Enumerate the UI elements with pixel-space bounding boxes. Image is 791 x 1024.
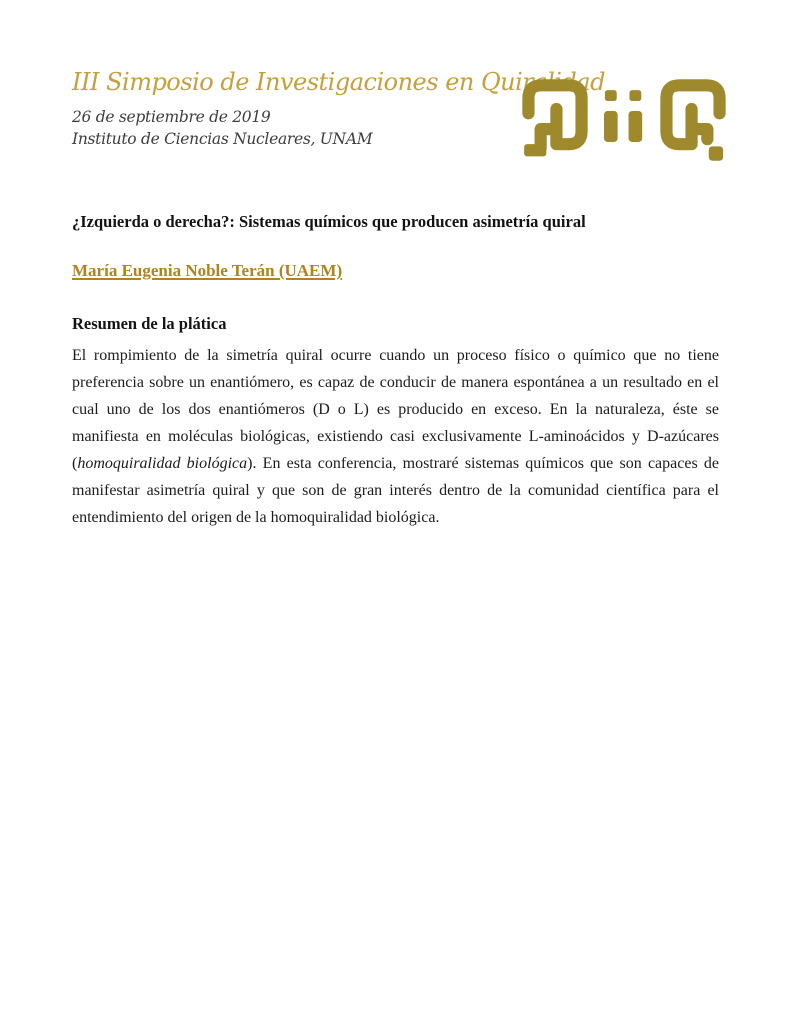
qiiq-chirality-logo bbox=[519, 76, 729, 165]
mirrored-q-glyph-icon bbox=[519, 76, 591, 165]
symposium-header bbox=[72, 68, 605, 150]
symposium-venue: Instituto de Ciencias Nucleares, UNAM bbox=[72, 130, 373, 148]
q-glyph-icon bbox=[657, 76, 729, 165]
abstract-heading: Resumen de la plática bbox=[72, 314, 227, 333]
speaker-link[interactable]: María Eugenia Noble Terán (UAEM) bbox=[72, 261, 343, 280]
talk-content bbox=[72, 212, 719, 531]
talk-title: ¿Izquierda o derecha?: Sistemas químicos que producen asimetría quiral bbox=[72, 212, 586, 231]
double-i-icon bbox=[604, 90, 644, 143]
abstract-text-before-italic: El rompimiento de la simetría quiral ocurre cuando un proceso físico o químico que no tiene preferencia sobre un enantiómero, es capaz de conducir de manera espontánea a un resultado en el cual uno de los dos enantiómeros (D o L) es producido en exceso. En la naturaleza, éste se manifiesta en moléculas biológicas, existiendo casi exclusivamente L-aminoácidos y D-azúcares ( bbox=[72, 347, 719, 472]
symposium-title: III Simposio de Investigaciones en Quiralidad bbox=[72, 68, 605, 96]
symposium-date: 26 de septiembre de 2019 bbox=[72, 108, 271, 126]
abstract-text-after-italic: ). En esta conferencia, mostraré sistemas químicos que son capaces de manifestar asimetría quiral y que son de gran interés dentro de la comunidad científica para el entendimiento del origen de la homoquiralidad biológica. bbox=[72, 455, 720, 526]
abstract-italic-phrase: homoquiralidad biológica bbox=[77, 455, 248, 472]
abstract-paragraph bbox=[72, 342, 719, 531]
